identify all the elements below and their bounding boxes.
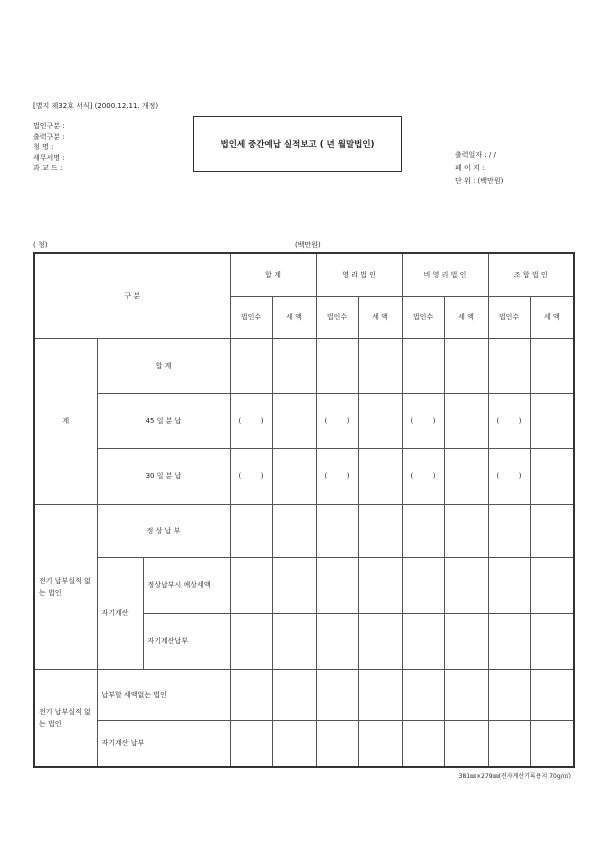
cell xyxy=(530,669,574,720)
cell xyxy=(272,393,316,448)
cell xyxy=(316,338,358,393)
paren-cell: ( ) xyxy=(488,448,530,504)
cell xyxy=(402,669,444,720)
cell xyxy=(316,720,358,767)
sub-count: 법인수 xyxy=(488,296,530,338)
field-corp-type: 법인구분 : xyxy=(33,122,65,130)
cell xyxy=(358,613,402,669)
header-gubun: 구 분 xyxy=(34,253,230,338)
field-print-date: 출력일자 : / / xyxy=(455,151,496,159)
cell xyxy=(316,557,358,613)
row-45day: 45 일 분 납 xyxy=(97,393,230,448)
row-expected-tax: 정상납부시 예상세액 xyxy=(143,557,230,613)
cell xyxy=(272,448,316,504)
section-no-record-2: 전기 납부실적 없는 법인 xyxy=(34,669,97,767)
field-unit: 단 위 : (백만원) xyxy=(455,177,504,185)
cell xyxy=(444,557,488,613)
right-fields xyxy=(455,149,503,188)
cell xyxy=(272,720,316,767)
cell xyxy=(272,669,316,720)
cell xyxy=(272,613,316,669)
report-title: 법인세 중간예납 실적보고 ( 년 월말법인) xyxy=(193,116,402,172)
row-no-tax: 납부할 세액없는 법인 xyxy=(97,669,230,720)
cell xyxy=(402,613,444,669)
field-agency: 청 명 : xyxy=(33,143,54,151)
cell xyxy=(530,448,574,504)
sub-count: 법인수 xyxy=(230,296,272,338)
cell xyxy=(316,613,358,669)
section-gye: 계 xyxy=(34,338,97,504)
cell xyxy=(488,613,530,669)
cell xyxy=(358,669,402,720)
cell xyxy=(402,720,444,767)
group-total: 합 계 xyxy=(230,253,316,296)
field-page: 페 이 지 : xyxy=(455,164,485,172)
cell xyxy=(358,504,402,557)
cell xyxy=(530,557,574,613)
row-self-calc: 자기계산 xyxy=(97,557,143,669)
cell xyxy=(402,338,444,393)
cell xyxy=(402,557,444,613)
office-label: ( 청) xyxy=(33,241,48,249)
cell xyxy=(358,557,402,613)
cell xyxy=(230,504,272,557)
cell xyxy=(488,669,530,720)
row-self-calc-payment: 자기계산납부 xyxy=(143,613,230,669)
cell xyxy=(488,720,530,767)
group-nonprofit: 비 영 리 법 인 xyxy=(402,253,488,296)
row-normal-payment: 정 상 납 부 xyxy=(97,504,230,557)
sub-tax: 세 액 xyxy=(530,296,574,338)
field-code: 과 교 드 : xyxy=(33,164,63,172)
paper-spec: 381㎜×279㎜(전자계산기록용지 70g/㎡) xyxy=(458,773,571,780)
field-output-type: 출력구분 : xyxy=(33,132,65,141)
cell xyxy=(530,504,574,557)
paren-cell: ( ) xyxy=(316,448,358,504)
sub-tax: 세 액 xyxy=(444,296,488,338)
cell xyxy=(230,720,272,767)
cell xyxy=(272,338,316,393)
cell xyxy=(488,557,530,613)
cell xyxy=(530,338,574,393)
cell xyxy=(530,613,574,669)
cell xyxy=(530,720,574,767)
sub-count: 법인수 xyxy=(316,296,358,338)
row-total: 합 계 xyxy=(97,338,230,393)
row-self-calc-pay: 자기계산 납부 xyxy=(97,720,230,767)
cell xyxy=(444,613,488,669)
cell xyxy=(358,720,402,767)
cell xyxy=(358,338,402,393)
paren-cell: ( ) xyxy=(230,393,272,448)
cell xyxy=(488,338,530,393)
cell xyxy=(444,338,488,393)
sub-count: 법인수 xyxy=(402,296,444,338)
cell xyxy=(358,393,402,448)
section-no-record: 전기 납부실적 없는 법인 xyxy=(34,504,97,669)
cell xyxy=(444,448,488,504)
cell xyxy=(444,669,488,720)
cell xyxy=(230,669,272,720)
cell xyxy=(272,504,316,557)
cell xyxy=(444,504,488,557)
group-union: 조 합 법 인 xyxy=(488,253,574,296)
paren-cell: ( ) xyxy=(402,393,444,448)
cell xyxy=(530,393,574,448)
cell xyxy=(230,557,272,613)
cell xyxy=(230,613,272,669)
paren-cell: ( ) xyxy=(402,448,444,504)
paren-cell: ( ) xyxy=(488,393,530,448)
unit-label: (백만원) xyxy=(295,241,321,249)
cell xyxy=(358,448,402,504)
report-table xyxy=(33,252,575,768)
cell xyxy=(230,338,272,393)
paren-cell: ( ) xyxy=(316,393,358,448)
form-number: [별지 제32호 서식] (2000.12.11. 개정) xyxy=(33,102,159,110)
paren-cell: ( ) xyxy=(230,448,272,504)
cell xyxy=(316,669,358,720)
cell xyxy=(444,393,488,448)
cell xyxy=(402,504,444,557)
sub-tax: 세 액 xyxy=(272,296,316,338)
group-profit: 영 리 법 인 xyxy=(316,253,402,296)
sub-tax: 세 액 xyxy=(358,296,402,338)
row-30day: 30 일 분 납 xyxy=(97,448,230,504)
header-fields xyxy=(33,121,65,174)
cell xyxy=(444,720,488,767)
cell xyxy=(488,504,530,557)
cell xyxy=(272,557,316,613)
cell xyxy=(316,504,358,557)
field-tax-office: 세무서명 : xyxy=(33,153,65,162)
